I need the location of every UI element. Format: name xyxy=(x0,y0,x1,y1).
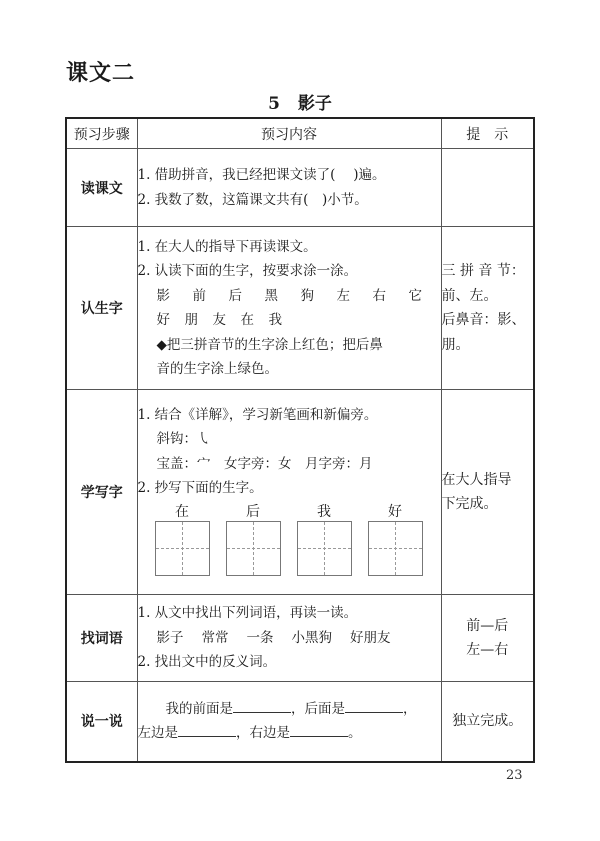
character: 前 xyxy=(192,287,206,304)
tian-grid-box[interactable] xyxy=(226,521,281,576)
step-label: 找词语 xyxy=(66,595,137,682)
hint-line: 左—右 xyxy=(466,642,509,658)
content-cell xyxy=(137,682,441,762)
table-row xyxy=(66,390,534,595)
page-number: 23 xyxy=(506,768,523,783)
grid-character: 后 xyxy=(246,503,260,520)
content-line: 斜钩：㇂ xyxy=(156,431,211,447)
step-label: 说一说 xyxy=(66,682,137,762)
prompt-text: 。 xyxy=(348,725,362,742)
character: 黑 xyxy=(264,287,278,304)
header-step: 预习步骤 xyxy=(66,118,137,149)
grid-character: 好 xyxy=(388,503,402,520)
prompt-text: 我的前面是 xyxy=(165,700,233,717)
hint-cell xyxy=(441,390,534,595)
fill-in-line xyxy=(138,697,441,722)
word-list xyxy=(138,626,441,651)
content-line: 2. 认读下面的生字，按要求涂一涂。 xyxy=(137,263,358,279)
instruction-line: 音的生字涂上绿色。 xyxy=(156,361,278,377)
prompt-text: ，右边是 xyxy=(236,725,290,742)
word: 一条 xyxy=(246,629,274,646)
content-cell xyxy=(137,227,441,390)
content-line: 1. 结合《详解》，学习新笔画和新偏旁。 xyxy=(137,406,378,423)
content-cell xyxy=(137,149,441,227)
blank-right[interactable] xyxy=(290,722,348,737)
character: 它 xyxy=(408,287,422,304)
character: 在 xyxy=(240,312,254,328)
fill-in-line xyxy=(138,721,441,746)
content-line: 2. 找出文中的反义词。 xyxy=(137,654,277,671)
blank-back[interactable] xyxy=(345,698,403,713)
character-list xyxy=(138,308,441,333)
lesson-number: 5 xyxy=(268,94,280,114)
table-row xyxy=(66,149,534,227)
hint-cell xyxy=(441,682,534,762)
tian-grid-box[interactable] xyxy=(368,521,423,576)
preview-table xyxy=(65,117,535,763)
hint-cell xyxy=(441,595,534,682)
writing-grid-item xyxy=(297,503,352,576)
character: 朋 xyxy=(184,312,198,328)
step-label: 读课文 xyxy=(66,149,137,227)
section-title: 课文二 xyxy=(66,60,136,86)
grid-character: 我 xyxy=(317,503,331,520)
hint-line: 前—后 xyxy=(466,617,509,634)
content-line: 1. 从文中找出下列词语，再读一读。 xyxy=(137,605,358,622)
hint-line: 在大人指导 xyxy=(441,471,512,488)
tian-grid-box[interactable] xyxy=(297,521,352,576)
word: 好朋友 xyxy=(350,629,391,646)
hint-cell xyxy=(441,227,534,390)
character: 狗 xyxy=(300,287,314,304)
tian-grid-box[interactable] xyxy=(155,521,210,576)
character: 好 xyxy=(156,312,170,328)
header-hint: 提 示 xyxy=(441,118,534,149)
content-cell xyxy=(137,390,441,595)
character: 友 xyxy=(212,312,226,328)
content-line: 1. 借助拼音，我已经把课文读了( )遍。 xyxy=(137,167,386,183)
step-label: 认生字 xyxy=(66,227,137,390)
grid-character: 在 xyxy=(175,503,189,520)
table-row xyxy=(66,227,534,390)
table-row xyxy=(66,682,534,762)
prompt-text: ， xyxy=(403,700,417,717)
word: 影子 xyxy=(156,629,184,646)
writing-grid xyxy=(155,503,441,576)
writing-grid-item xyxy=(368,503,423,576)
header-content: 预习内容 xyxy=(137,118,441,149)
content-cell xyxy=(137,595,441,682)
hint-line: 独立完成。 xyxy=(452,713,523,729)
content-line: 2. 抄写下面的生字。 xyxy=(137,480,263,496)
lesson-title xyxy=(0,89,600,114)
hint-line: 后鼻音：影、 xyxy=(441,312,526,328)
character: 后 xyxy=(228,287,242,304)
step-label: 学写字 xyxy=(66,390,137,595)
hint-line: 前、左。 xyxy=(441,287,498,304)
content-line: 2. 我数了数，这篇课文共有( )小节。 xyxy=(137,191,368,208)
prompt-text: 左边是 xyxy=(137,725,178,742)
lesson-name: 影子 xyxy=(297,94,332,114)
hint-cell xyxy=(441,149,534,227)
content-line: 1. 在大人的指导下再读课文。 xyxy=(137,238,317,255)
instruction-line: ◆把三拼音节的生字涂上红色；把后鼻 xyxy=(156,336,383,353)
table-header-row xyxy=(66,118,534,149)
content-line: 宝盖：宀 女字旁：女 月字旁：月 xyxy=(156,455,373,472)
character: 右 xyxy=(372,287,386,304)
blank-front[interactable] xyxy=(233,698,291,713)
hint-line: 三 拼 音 节： xyxy=(441,263,525,279)
character: 影 xyxy=(156,287,170,304)
character: 我 xyxy=(268,312,282,328)
blank-left[interactable] xyxy=(178,722,236,737)
prompt-text: ，后面是 xyxy=(291,700,345,717)
hint-line: 下完成。 xyxy=(441,496,498,512)
table-row xyxy=(66,595,534,682)
character-list xyxy=(138,284,441,309)
hint-line: 朋。 xyxy=(441,336,470,353)
writing-grid-item xyxy=(155,503,210,576)
word: 小黑狗 xyxy=(291,629,332,646)
word: 常常 xyxy=(201,629,229,646)
writing-grid-item xyxy=(226,503,281,576)
character: 左 xyxy=(336,287,350,304)
